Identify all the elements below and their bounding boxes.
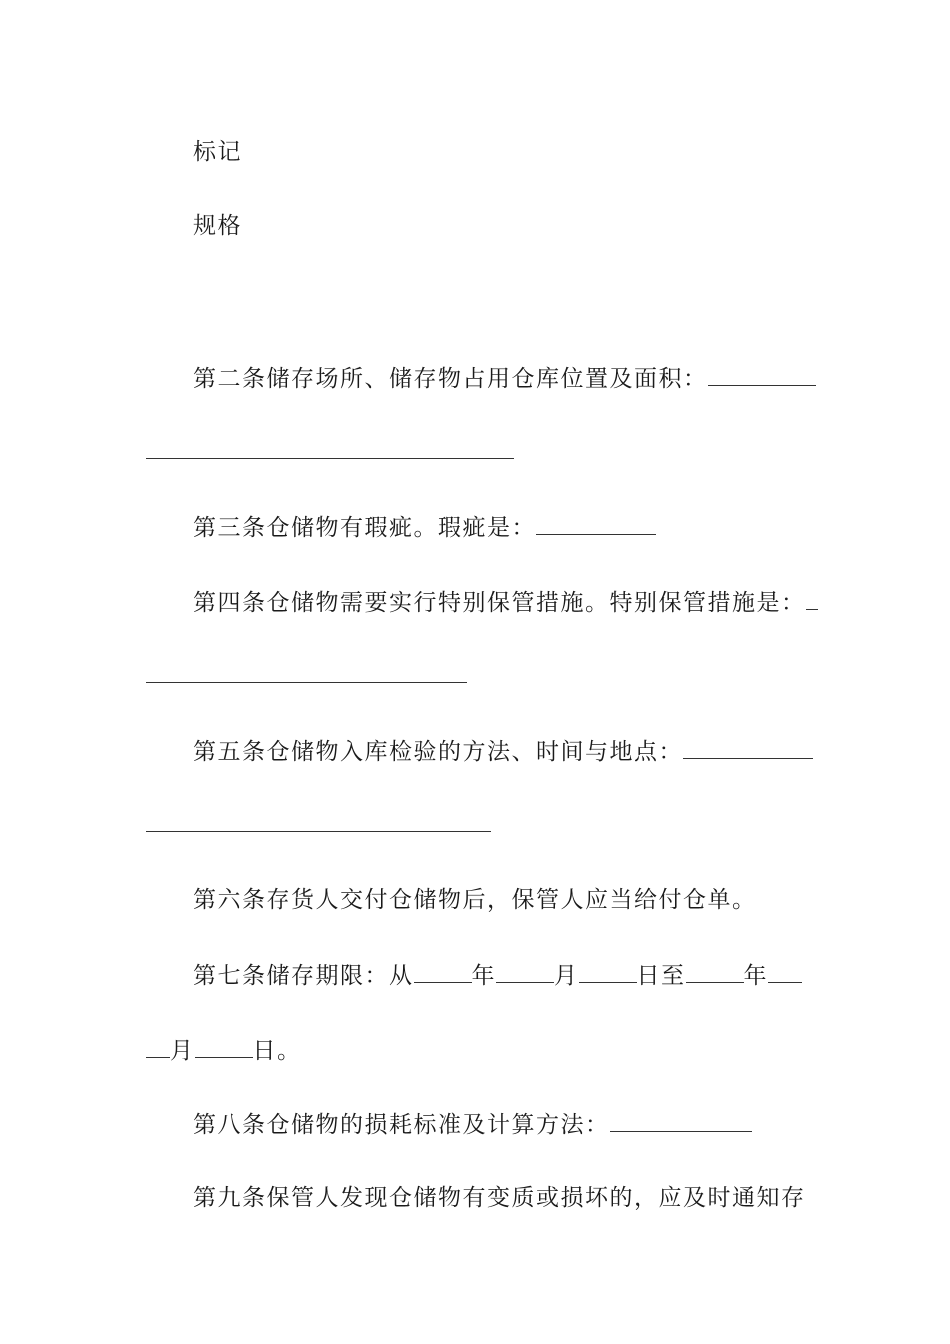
article-2-text: 第二条储存场所、储存物占用仓库位置及面积：: [193, 366, 708, 392]
fill-blank[interactable]: [683, 736, 813, 759]
article-7-month-label: 月: [554, 963, 579, 989]
article-3-text: 第三条仓储物有瑕疵。瑕疵是：: [193, 515, 536, 541]
fill-blank-month[interactable]: [146, 1035, 170, 1058]
article-7-cont: [146, 1035, 302, 1066]
article-5-text: 第五条仓储物入库检验的方法、时间与地点：: [193, 739, 683, 765]
fill-blank-year[interactable]: [686, 960, 744, 983]
fill-blank-day[interactable]: [579, 960, 637, 983]
article-7-year-label-2: 年: [743, 963, 768, 989]
fill-blank[interactable]: [708, 363, 816, 386]
article-6: 第六条存货人交付仓储物后，保管人应当给付仓单。: [193, 887, 757, 913]
article-8-text: 第八条仓储物的损耗标准及计算方法：: [193, 1112, 610, 1138]
article-7-day-label: 日至: [636, 963, 686, 989]
fill-blank-line[interactable]: [146, 831, 491, 832]
article-9: 第九条保管人发现仓储物有变质或损坏的，应及时通知存: [193, 1185, 806, 1211]
article-3: [193, 512, 656, 543]
article-5: [193, 736, 813, 767]
field-label-mark: 标记: [193, 139, 242, 165]
field-label-spec: 规格: [193, 213, 242, 239]
fill-blank[interactable]: [536, 512, 656, 535]
fill-blank-day[interactable]: [195, 1035, 253, 1058]
article-7-day-label-2: 日。: [252, 1038, 302, 1064]
fill-blank-month[interactable]: [768, 960, 802, 983]
article-2: [193, 363, 816, 394]
fill-blank-month[interactable]: [496, 960, 554, 983]
fill-blank[interactable]: [610, 1109, 752, 1132]
article-7-text: 第七条储存期限：从: [193, 963, 414, 989]
article-7-month-label-2: 月: [170, 1038, 195, 1064]
article-4-text: 第四条仓储物需要实行特别保管措施。特别保管措施是：: [193, 590, 806, 616]
article-7: [193, 960, 802, 991]
article-7-year-label: 年: [471, 963, 496, 989]
fill-blank-line[interactable]: [146, 682, 467, 683]
fill-blank-line[interactable]: [146, 458, 514, 459]
fill-blank[interactable]: [806, 587, 818, 610]
article-8: [193, 1109, 752, 1140]
fill-blank-year[interactable]: [414, 960, 472, 983]
article-4: [193, 587, 818, 618]
